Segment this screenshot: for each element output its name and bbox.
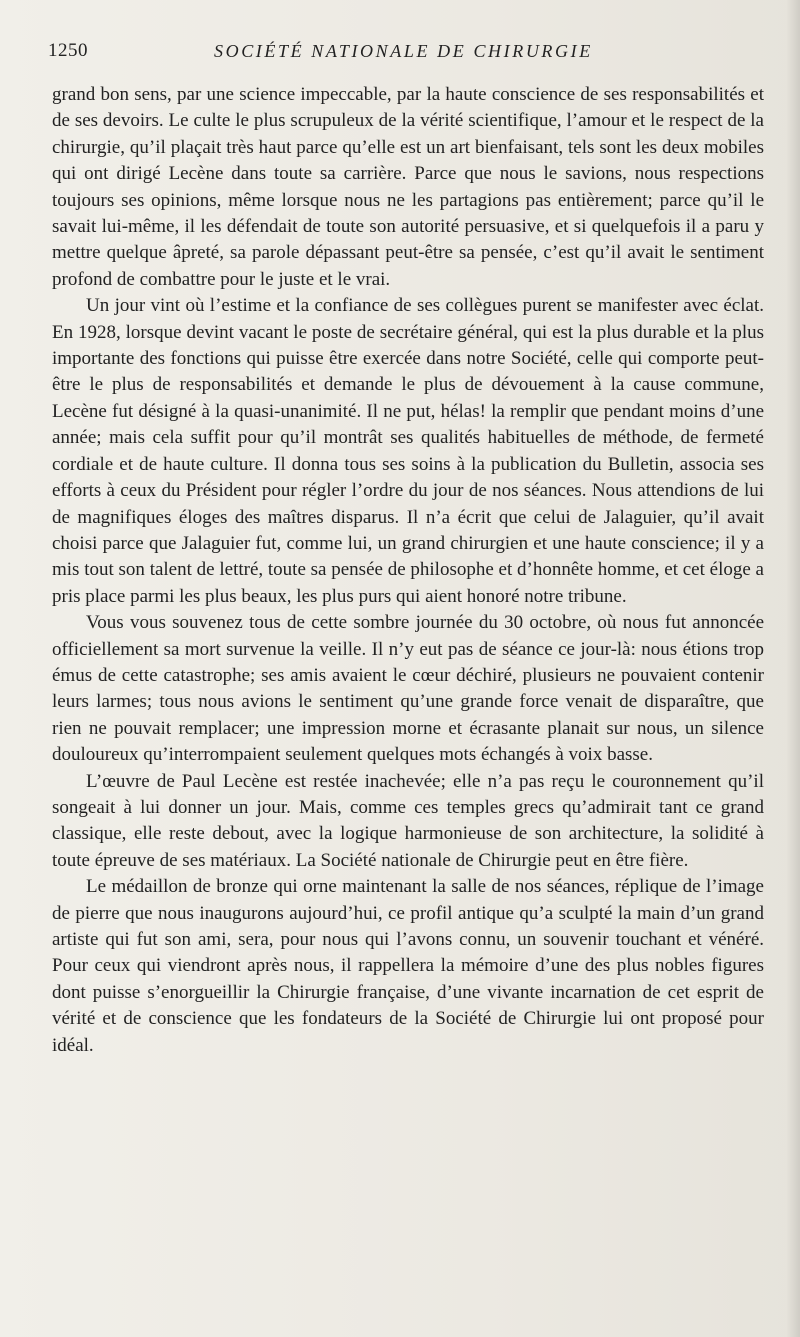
paragraph-1: grand bon sens, par une science impeccable, par la haute conscience de ses responsabilités et de ses devoirs. Le culte le plus scrupuleux de la vérité scientifique, l’amour et le respect de la chirurgie, qu’il plaçait très haut parce qu’elle est un art bienfaisant, tels sont les deux mobiles qui ont dirigé Lecène dans toute sa carrière. Parce que nous le savions, nous respections toujours ses opinions, même lorsque nous ne les partagions pas entièrement; parce qu’il le savait lui-même, il les défendait de toute son autorité persuasive, et si quelquefois il a paru y mettre quelque âpreté, sa parole dépassant peut-être sa pensée, c’est qu’il avait le sentiment profond de combattre pour le juste et le vrai. [52, 84, 764, 290]
running-head: SOCIÉTÉ NATIONALE DE CHIRURGIE [214, 41, 593, 61]
body-text [52, 82, 764, 1059]
paragraph-3: Vous vous souvenez tous de cette sombre journée du 30 octobre, où nous fut annoncée officiellement sa mort survenue la veille. Il n’y eut pas de séance ce jour-là: nous étions trop émus de cette catastrophe; ses amis avaient le cœur déchiré, plusieurs ne pouvaient contenir leurs larmes; tous nous avions le sentiment qu’une grande force venait de disparaître, que rien ne pouvait remplacer; une impression morne et écrasante planait sur nous, un silence douloureux qu’interrompaient seulement quelques mots échangés à voix basse. [52, 612, 764, 766]
paragraph-5: Le médaillon de bronze qui orne maintenant la salle de nos séances, réplique de l’image de pierre que nous inaugurons aujourd’hui, ce profil antique qu’a sculpté la main d’un grand artiste qui fut son ami, sera, pour nous qui l’avons connu, un souvenir touchant et vénéré. Pour ceux qui viendront après nous, il rappellera la mémoire d’une des plus nobles figures dont puisse s’enorgueillir la Chirurgie française, d’une vivante incarnation de cet esprit de vérité et de conscience que les fondateurs de la Société de Chirurgie lui ont proposé pour idéal. [52, 876, 764, 1056]
paragraph-2: Un jour vint où l’estime et la confiance de ses collègues purent se manifester avec éclat. En 1928, lorsque devint vacant le poste de secrétaire général, qui est la plus durable et la plus importante des fonctions qui puisse être exercée dans notre Société, celle qui comporte peut-être le plus de responsabilités et demande le plus de dévouement à la cause commune, Lecène fut désigné à la quasi-unanimité. Il ne put, hélas! la remplir que pendant moins d’une année; mais cela suffit pour qu’il montrât ses qualités habituelles de méthode, de fermeté cordiale et de haute culture. Il donna tous ses soins à la publication du Bulletin, associa ses efforts à ceux du Président pour régler l’ordre du jour de nos séances. Nous attendions de lui de magnifiques éloges des maîtres disparus. Il n’a écrit que celui de Jalaguier, qu’il avait choisi parce que Jalaguier fut, comme lui, un grand chirurgien et une haute conscience; il y a mis tout son talent de lettré, toute sa pensée de philosophe et d’honnête homme, et cet éloge a pris place parmi les plus beaux, les plus purs qui aient honoré notre tribune. [52, 295, 764, 607]
page-edge-shadow [786, 0, 800, 1337]
paragraph-4: L’œuvre de Paul Lecène est restée inachevée; elle n’a pas reçu le couronnement qu’il songeait à lui donner un jour. Mais, comme ces temples grecs qu’admirait tant ce grand classique, elle reste debout, avec la logique harmonieuse de son architecture, la solidité à toute épreuve de ses matériaux. La Société nationale de Chirurgie peut en être fière. [52, 770, 764, 871]
page-header [48, 40, 760, 68]
page-number: 1250 [48, 40, 88, 61]
